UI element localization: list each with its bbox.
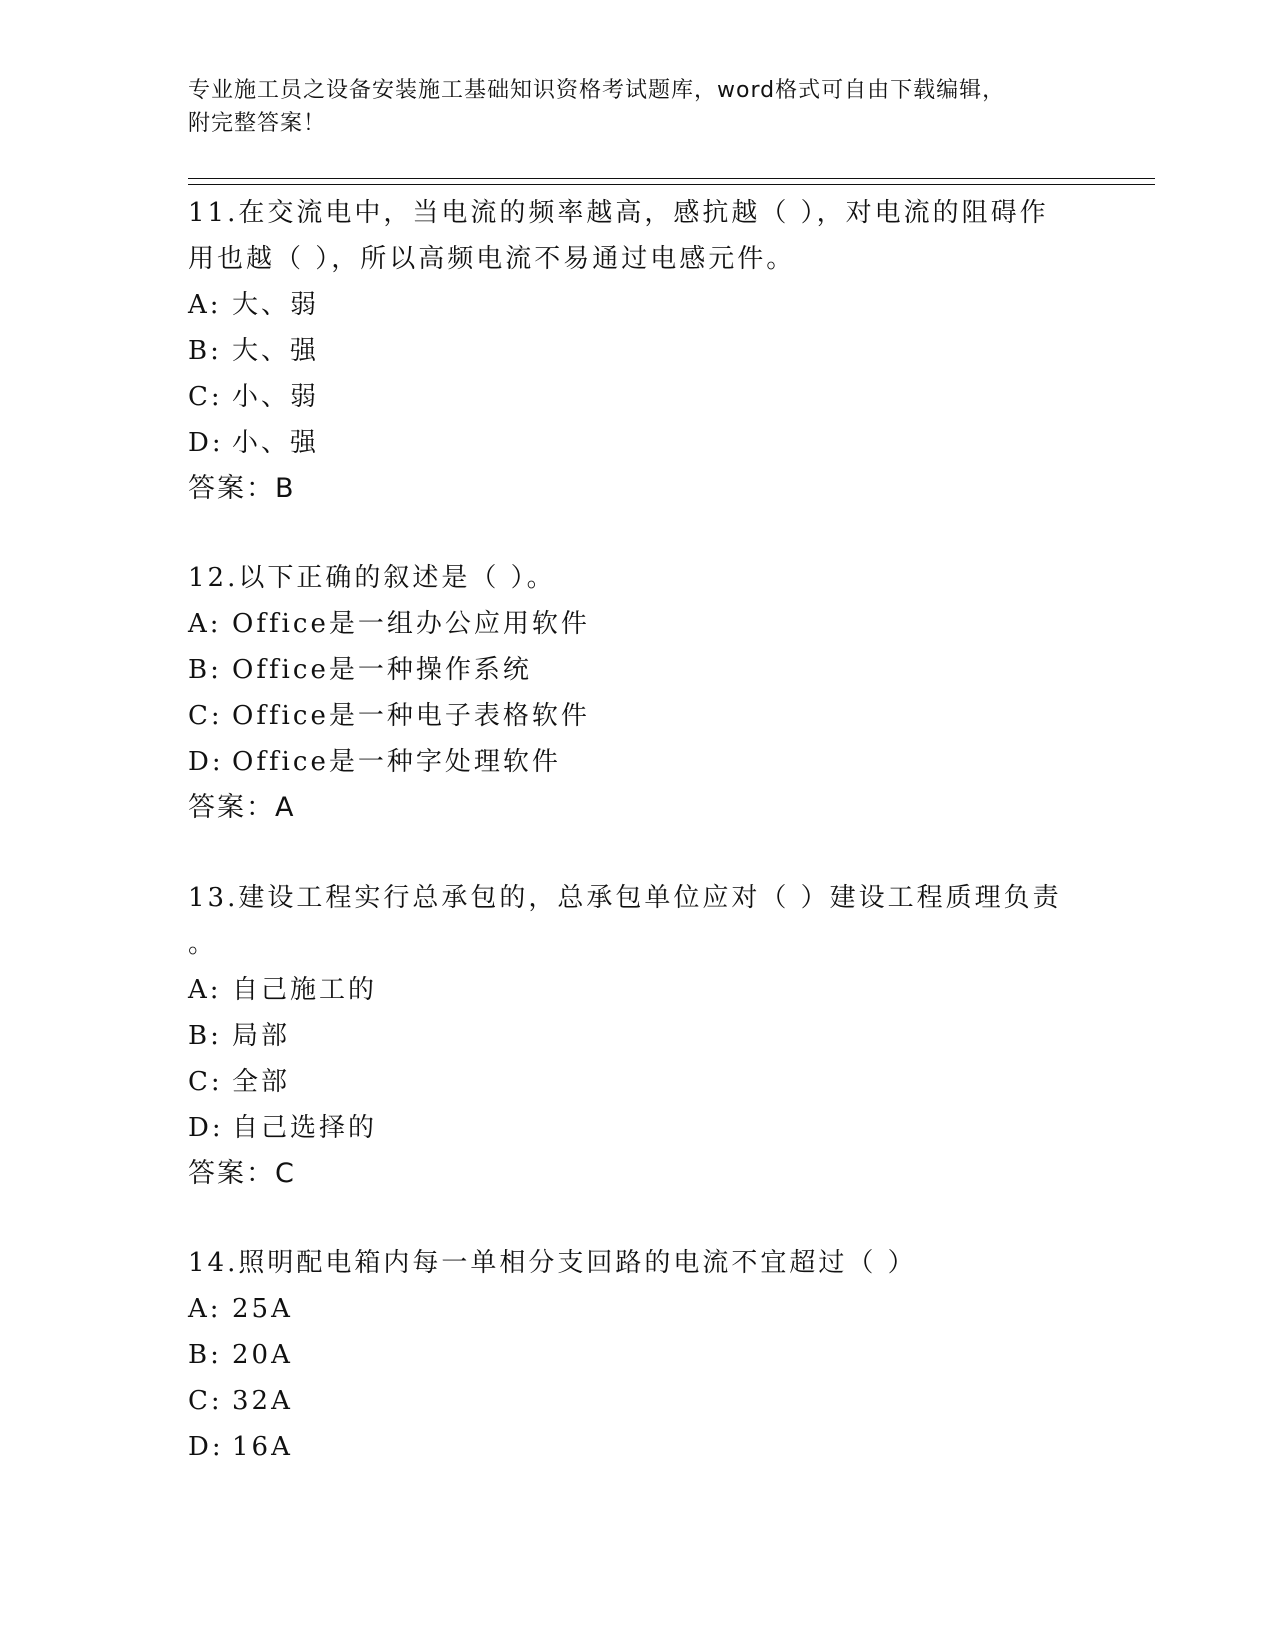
answer-line: 答案：B <box>188 473 296 504</box>
option-text: 25A <box>232 1294 293 1324</box>
option-a <box>188 967 1088 1013</box>
option-c <box>188 693 1088 739</box>
option-letter: D: <box>188 1432 224 1462</box>
option-letter: D: <box>188 747 224 777</box>
option-letter: A: <box>188 290 222 320</box>
question-stem-line: 14.照明配电箱内每一单相分支回路的电流不宜超过（ ） <box>188 1248 917 1278</box>
option-text: Office是一种电子表格软件 <box>232 701 590 731</box>
option-d <box>188 1424 1088 1470</box>
option-a <box>188 1286 1088 1332</box>
header-divider-top <box>188 178 1155 179</box>
option-text: 大、弱 <box>232 290 320 320</box>
question-stem-line: 。 <box>188 929 218 959</box>
option-text: Office是一组办公应用软件 <box>232 609 590 639</box>
option-text: 16A <box>232 1432 293 1462</box>
option-b <box>188 647 1088 693</box>
option-letter: C: <box>188 382 223 412</box>
option-text: 小、弱 <box>232 382 320 412</box>
option-a <box>188 601 1088 647</box>
option-text: 20A <box>232 1340 293 1370</box>
option-letter: D: <box>188 1113 224 1143</box>
question-13 <box>188 875 1088 1197</box>
question-stem-line: 12.以下正确的叙述是（ ）。 <box>188 563 556 593</box>
header-line-2: 附完整答案！ <box>188 111 327 136</box>
question-stem-line: 13.建设工程实行总承包的，总承包单位应对（ ）建设工程质理负责 <box>188 883 1062 913</box>
answer-line: 答案：C <box>188 1158 296 1189</box>
option-letter: B: <box>188 1021 222 1051</box>
option-text: 自己选择的 <box>232 1113 378 1143</box>
option-d <box>188 739 1088 785</box>
option-a <box>188 282 1088 328</box>
question-stem-line: 11.在交流电中，当电流的频率越高，感抗越（ ），对电流的阻碍作 <box>188 198 1049 228</box>
option-d <box>188 420 1088 466</box>
option-b <box>188 1332 1088 1378</box>
option-b <box>188 328 1088 374</box>
option-text: 自己施工的 <box>232 975 378 1005</box>
option-letter: B: <box>188 655 222 685</box>
header-divider-bottom <box>188 184 1155 185</box>
option-letter: D: <box>188 428 224 458</box>
option-letter: B: <box>188 1340 222 1370</box>
option-letter: A: <box>188 1294 222 1324</box>
option-text: Office是一种字处理软件 <box>232 747 561 777</box>
option-letter: B: <box>188 336 222 366</box>
option-text: 32A <box>232 1386 293 1416</box>
question-11 <box>188 190 1088 512</box>
option-c <box>188 1059 1088 1105</box>
option-text: 全部 <box>232 1067 291 1097</box>
option-letter: A: <box>188 975 222 1005</box>
option-text: 局部 <box>232 1021 291 1051</box>
option-b <box>188 1013 1088 1059</box>
option-letter: C: <box>188 1386 223 1416</box>
option-letter: C: <box>188 1067 223 1097</box>
option-letter: A: <box>188 609 222 639</box>
option-text: 小、强 <box>232 428 320 458</box>
question-stem-line: 用也越（ ），所以高频电流不易通过电感元件。 <box>188 244 796 274</box>
header-line-1: 专业施工员之设备安装施工基础知识资格考试题库，word格式可自由下载编辑， <box>188 78 1006 103</box>
document-header <box>188 74 1068 140</box>
option-c <box>188 374 1088 420</box>
option-letter: C: <box>188 701 223 731</box>
option-c <box>188 1378 1088 1424</box>
question-12 <box>188 555 1088 831</box>
option-d <box>188 1105 1088 1151</box>
option-text: Office是一种操作系统 <box>232 655 532 685</box>
option-text: 大、强 <box>232 336 320 366</box>
answer-line: 答案：A <box>188 792 296 823</box>
question-14 <box>188 1240 1088 1470</box>
